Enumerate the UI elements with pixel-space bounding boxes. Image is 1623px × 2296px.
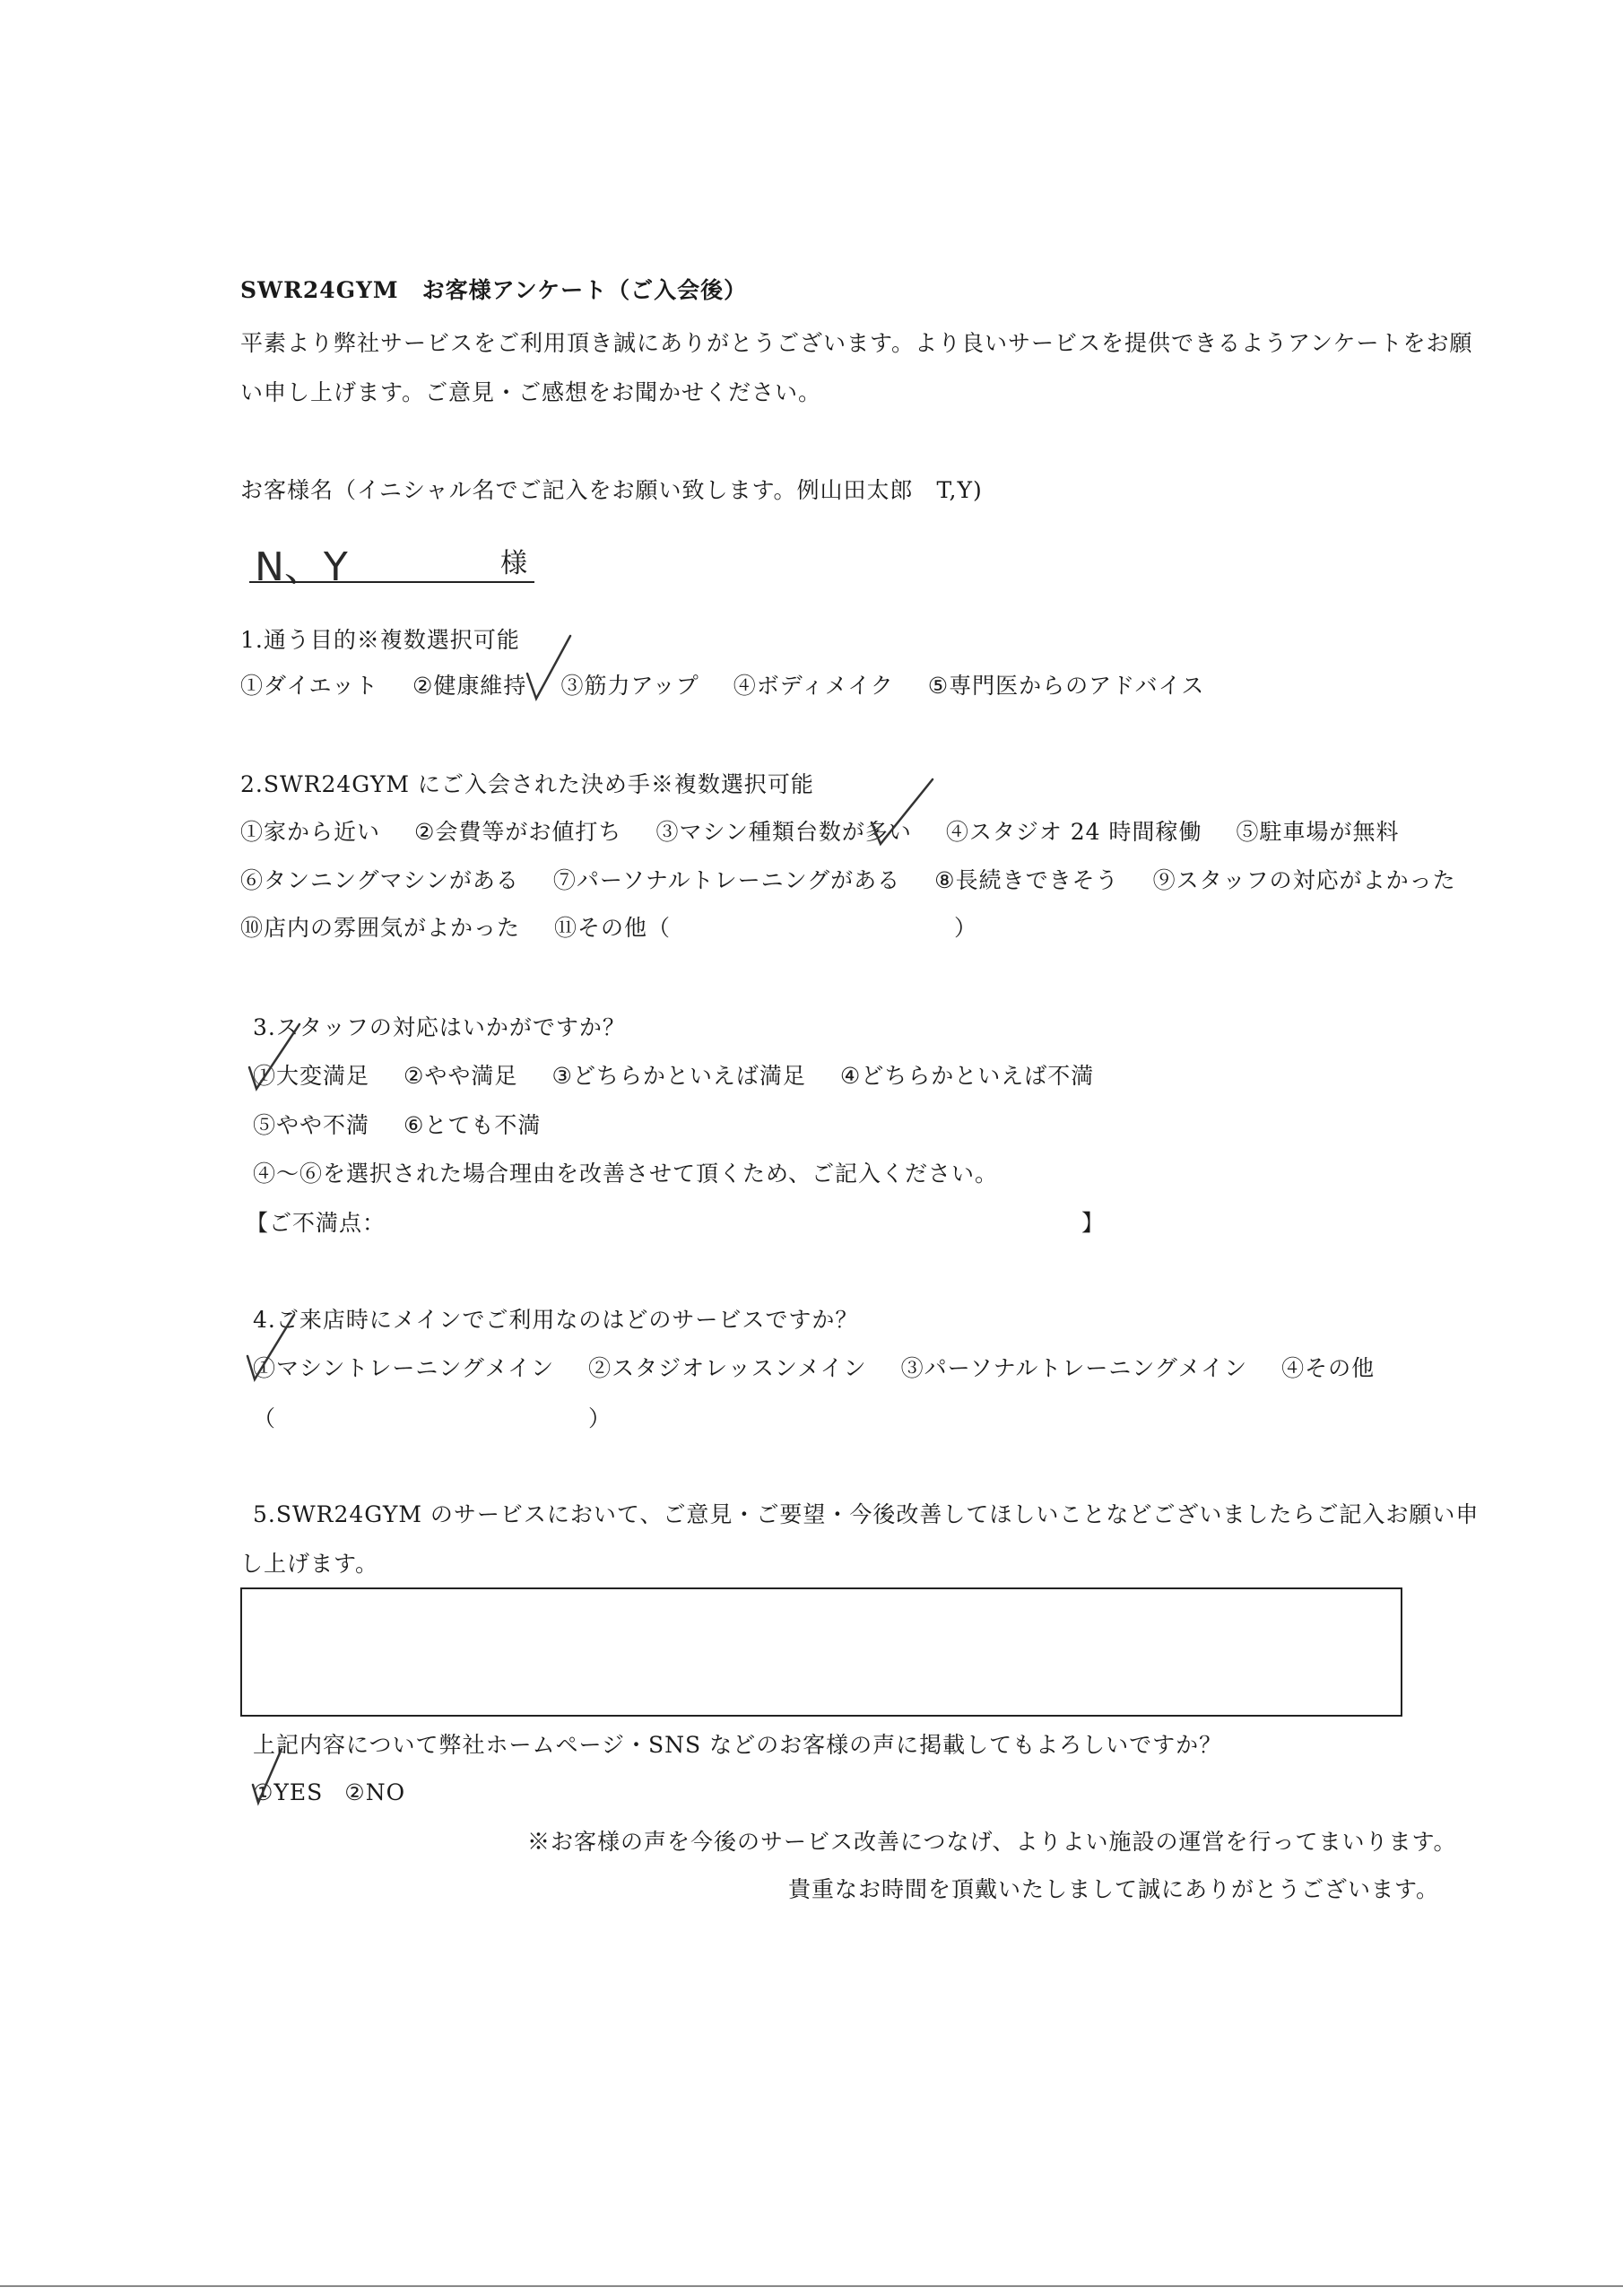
customer-name-label: お客様名（イニシャル名でご記入をお願い致します。例山田太郎 T,Y) <box>240 477 983 503</box>
q3-option-very-dissatisfied[interactable]: ⑥とても不満 <box>404 1112 542 1138</box>
q4-options <box>253 1353 1375 1384</box>
q3-note: ④～⑥を選択された場合理由を改善させて頂くため、ご記入ください。 <box>253 1161 999 1187</box>
q1-option-body-make[interactable]: ④ボディメイク <box>733 673 894 699</box>
q4-checkmark-icon <box>244 1311 307 1383</box>
q1-checkmark-icon <box>522 632 576 704</box>
q3-checkmark-icon <box>246 1021 308 1092</box>
q2-option-free-parking[interactable]: ⑤駐車場が無料 <box>1236 819 1400 845</box>
q3-option-somewhat-dissatisfied[interactable]: ⑤やや不満 <box>253 1112 370 1138</box>
q2-option-tanning[interactable]: ⑥タンニングマシンがある <box>240 867 519 893</box>
q3-option-rather-dissatisfied[interactable]: ④どちらかといえば不満 <box>839 1063 1095 1089</box>
q2-checkmark-icon <box>866 776 938 848</box>
comment-textbox[interactable] <box>240 1587 1402 1717</box>
q2-option-personal-training[interactable]: ⑦パーソナルトレーニングがある <box>552 867 901 893</box>
q4-other-close-paren: ） <box>588 1405 612 1431</box>
q2-other-close-paren: ） <box>954 915 978 941</box>
q3-complaint-open: 【ご不満点： <box>246 1210 386 1236</box>
q3-options-row-2 <box>253 1110 541 1141</box>
q2-options-row-3 <box>240 913 671 944</box>
q1-option-muscle[interactable]: ③筋力アップ <box>560 673 699 699</box>
handwritten-initials[interactable]: N、Y <box>255 544 348 590</box>
q2-options-row-1 <box>240 817 1400 848</box>
q3-option-very-satisfied[interactable]: ①大変満足 <box>253 1063 370 1089</box>
q1-question: 1.通う目的※複数選択可能 <box>240 627 520 653</box>
q2-option-long-lasting[interactable]: ⑧長続きできそう <box>934 867 1119 893</box>
q2-option-other[interactable]: ⑪その他（ <box>554 915 672 941</box>
q2-options-row-2 <box>240 865 1456 896</box>
footer-note: ※お客様の声を今後のサービス改善につなげ、よりよい施設の運営を行ってまいります。 <box>527 1829 1457 1855</box>
consent-question: 上記内容について弊社ホームページ・SNS などのお客様の声に掲載してもよろしいですか？ <box>253 1732 1223 1758</box>
q4-question: 4.ご来店時にメインでご利用なのはどのサービスですか？ <box>253 1307 859 1333</box>
q3-complaint-close: 】 <box>1081 1210 1106 1236</box>
consent-option-no[interactable]: ②NO <box>344 1779 406 1805</box>
name-underline <box>249 581 534 583</box>
q3-option-rather-satisfied[interactable]: ③どちらかといえば満足 <box>551 1063 806 1089</box>
q2-option-staff[interactable]: ⑨スタッフの対応がよかった <box>1152 867 1456 893</box>
q2-option-24h-studio[interactable]: ④スタジオ 24 時間稼働 <box>945 819 1202 845</box>
intro-text-line-2: い申し上げます。ご意見・ご感想をお聞かせください。 <box>240 379 822 405</box>
q1-option-diet[interactable]: ①ダイエット <box>240 673 379 699</box>
q3-option-somewhat-satisfied[interactable]: ②やや満足 <box>404 1063 518 1089</box>
honorific-sama: 様 <box>500 548 528 579</box>
q2-question: 2.SWR24GYM にご入会された決め手※複数選択可能 <box>240 771 814 797</box>
intro-text-line-1: 平素より弊社サービスをご利用頂き誠にありがとうございます。より良いサービスを提供できるようアンケートをお願 <box>240 330 1473 356</box>
q1-option-health[interactable]: ②健康維持 <box>412 673 527 699</box>
q1-option-doctor-advice[interactable]: ⑤専門医からのアドバイス <box>927 673 1205 699</box>
q2-option-atmosphere[interactable]: ⑩店内の雰囲気がよかった <box>240 915 521 941</box>
q4-option-other[interactable]: ④その他 <box>1281 1355 1376 1381</box>
footer-thanks: 貴重なお時間を頂戴いたしまして誠にありがとうございます。 <box>788 1876 1440 1902</box>
scan-bottom-edge <box>0 2285 1623 2287</box>
q2-option-near-home[interactable]: ①家から近い <box>240 819 381 845</box>
q3-question: 3.スタッフの対応はいかがですか？ <box>253 1014 626 1040</box>
q3-options-row-1 <box>253 1061 1094 1091</box>
q5-question-line-1: 5.SWR24GYM のサービスにおいて、ご意見・ご要望・今後改善してほしいことなどございましたらご記入お願い申 <box>253 1501 1480 1527</box>
consent-checkmark-icon <box>247 1745 301 1808</box>
survey-title: SWR24GYM お客様アンケート（ご入会後） <box>240 277 748 303</box>
q2-option-fee[interactable]: ②会費等がお値打ち <box>414 819 622 845</box>
q4-option-personal[interactable]: ③パーソナルトレーニングメイン <box>900 1355 1248 1381</box>
q4-other-open-paren: （ <box>253 1405 277 1431</box>
q2-option-machines[interactable]: ③マシン種類台数が多い <box>655 819 912 845</box>
q4-option-studio[interactable]: ②スタジオレッスンメイン <box>588 1355 867 1381</box>
q4-option-machine[interactable]: ①マシントレーニングメイン <box>253 1355 555 1381</box>
q1-options <box>240 671 1204 701</box>
q5-question-line-2: し上げます。 <box>240 1551 379 1577</box>
consent-option-yes[interactable]: ①YES <box>253 1779 324 1805</box>
